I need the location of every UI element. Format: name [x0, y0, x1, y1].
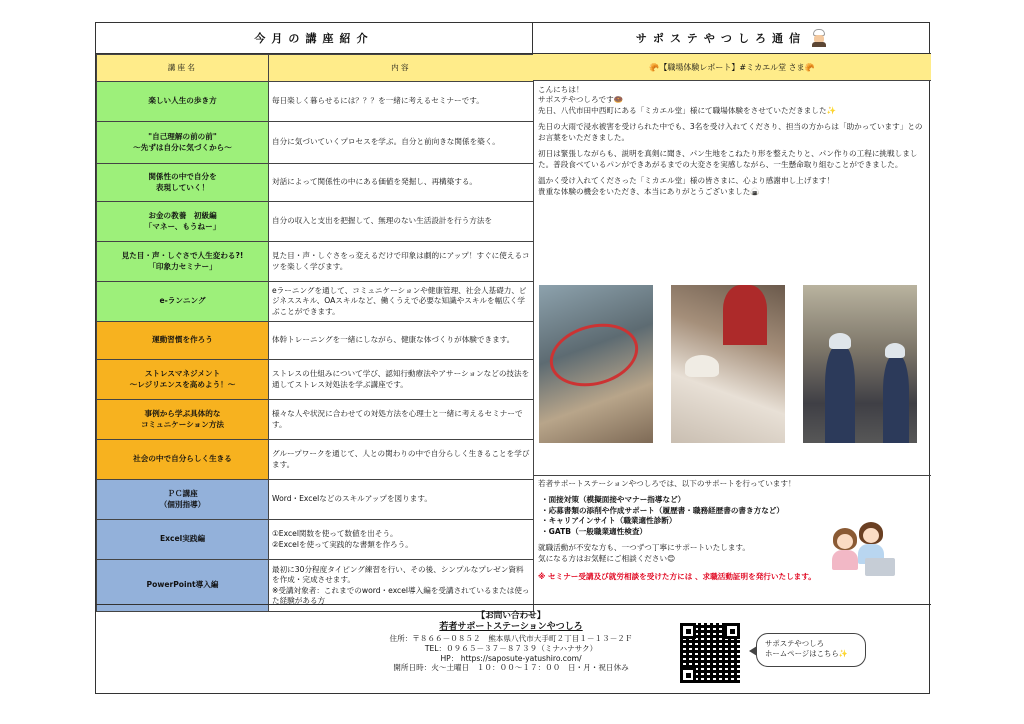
- course-row: [97, 164, 534, 202]
- support-section: [533, 476, 931, 604]
- course-name: PowerPoint導入編: [97, 560, 269, 612]
- photo-strip: [533, 256, 931, 476]
- report-paragraph: 先日の大雨で浸水被害を受けられた中でも、3名を受け入れてくださり、担当の方からは「助かっています」とのお言葉をいただきました。: [538, 122, 923, 142]
- course-description: 様々な人や状況に合わせての対処方法を心理士と一緒に考えるセミナーです。: [269, 400, 534, 440]
- course-name: e-ランニング: [97, 282, 269, 322]
- course-name: ストレスマネジメント ～レジリエンスを高めよう！～: [97, 360, 269, 400]
- bakery-storefront-photo: [539, 285, 653, 443]
- course-name: 運動習慣を作ろう: [97, 322, 269, 360]
- course-section-title: 今月の講座紹介: [254, 32, 374, 45]
- course-name: 社会の中で自分らしく生きる: [97, 440, 269, 480]
- course-table-body: [97, 82, 534, 612]
- course-row: [97, 400, 534, 440]
- opening-hours: 開所日時：火～土曜日 １０：００～１７：００ 日・月・祝日休み: [393, 663, 629, 673]
- report-paragraph: 温かく受け入れてくださった「ミカエル堂」様の皆さまに、心より感謝申し上げます！ 貴重な体験の機会をいただき、本当にありがとうございました🍙: [538, 176, 835, 196]
- chef-icon: [810, 29, 828, 47]
- bread-making-photo: [671, 285, 785, 443]
- course-name: 関係性の中で自分を 表現していく！: [97, 164, 269, 202]
- course-description: eラーニングを通して、コミュニケーションや健康管理、社会人基礎力、ビジネススキル、OAスキルなど、働くうえで必要な知識やスキルを幅広く学ぶことができます。: [269, 282, 534, 322]
- course-row: [97, 322, 534, 360]
- course-table: [96, 54, 534, 612]
- staff-figure: [831, 528, 859, 572]
- course-name: 事例から学ぶ具体的な コミュニケーション方法: [97, 400, 269, 440]
- course-description: 毎日楽しく暮らせるには？？？を一緒に考えるセミナーです。: [269, 82, 534, 122]
- contact-homepage[interactable]: HP： https://saposute-yatushiro.com/: [440, 653, 582, 663]
- course-description: ①Excel関数を使って数値を出そう。 ②Excelを使って実践的な書類を作ろう。: [269, 520, 534, 560]
- course-row: [97, 242, 534, 282]
- course-row: [97, 282, 534, 322]
- course-description: 自分に気づいていくプロセスを学ぶ。自分と前向きな関係を築く。: [269, 122, 534, 164]
- newsletter-panel: [533, 54, 931, 604]
- course-row: [97, 202, 534, 242]
- newsletter-frame: [95, 22, 930, 694]
- staff-illustration: [831, 528, 901, 578]
- report-paragraph: 初日は緊張しながらも、説明を真剣に聞き、パン生地をこねたり形を整えたりと、パン作りの工程に挑戦しました。普段食べているパンができあがるまでの大変さを実感しながら、一生懸命取り組むことができました。: [538, 149, 918, 169]
- support-item: ・応募書類の添削や作成サポート（履歴書・職務経歴書の書き方など）: [541, 505, 784, 515]
- homepage-qr-code[interactable]: [680, 623, 740, 683]
- course-row: [97, 360, 534, 400]
- contact-footer: [96, 604, 931, 695]
- course-row: [97, 440, 534, 480]
- course-row: [97, 122, 534, 164]
- worker-cap: [829, 333, 851, 349]
- course-description: 自分の収入と支出を把握して、無理のない生活設計を行う方法を: [269, 202, 534, 242]
- course-name-header: 講座名: [97, 55, 269, 82]
- course-description: Word・Excelなどのスキルアップを図ります。: [269, 480, 534, 520]
- contact-tel: TEL：０９６５－３７－８７３９（ミナハナサク）: [424, 643, 598, 653]
- course-name: ＰＣ講座 （個別指導）: [97, 480, 269, 520]
- contact-title: 【お問い合わせ】: [476, 611, 546, 621]
- course-name: 楽しい人生の歩き方: [97, 82, 269, 122]
- course-row: [97, 82, 534, 122]
- report-paragraph: こんにちは！ サポステやつしろです🍩 先日、八代市田中西町にある「ミカエル堂」様にて職場体験をさせていただきました✨: [538, 85, 837, 115]
- support-item: ・面接対策（模擬面接やマナー指導など）: [541, 495, 686, 505]
- support-closing: 就職活動が不安な方も、一つずつ丁寧にサポートいたします。 気になる方はお気軽にご相談ください😊: [538, 543, 751, 563]
- course-name: "自己理解の前の前" ～先ずは自分に気づくから～: [97, 122, 269, 164]
- course-row: [97, 520, 534, 560]
- course-description: グループワークを通じて、人との関わりの中で自分らしく生きることを学びます。: [269, 440, 534, 480]
- course-name: お金の教養 初級編 「マネー、もうねー」: [97, 202, 269, 242]
- report-body: [533, 81, 931, 207]
- support-item: ・GATB（一般職業適性検査）: [541, 526, 648, 536]
- report-title: 🥐【職場体験レポート】#ミカエル堂 さま🥐: [533, 54, 931, 81]
- worker-figure: [825, 345, 855, 443]
- laptop-icon: [865, 558, 895, 576]
- course-description: 体幹トレーニングを一緒にしながら、健康な体づくりが体験できます。: [269, 322, 534, 360]
- course-section-header: [96, 23, 533, 54]
- course-description: 見た目・声・しぐさをっ変えるだけで印象は劇的にアップ！すぐに使えるコツを楽しく学びます。: [269, 242, 534, 282]
- contact-address: 住所：〒８６６－０８５２ 熊本県八代市大手町２丁目１－１３－２Ｆ: [389, 633, 633, 643]
- support-intro: 若者サポートステーションやつしろでは、以下のサポートを行っています！: [538, 479, 796, 488]
- course-description: 最初に30分程度タイピング練習を行い、その後、シンプルなプレゼン資料を作成・完成させます。 ※受講対象者：これまでのword・excel導入編を受講されているまたは使った経験がある方: [269, 560, 534, 612]
- course-description: 対話によって関係性の中にある価値を発掘し、再構築する。: [269, 164, 534, 202]
- homepage-callout: サポステやつしろ ホームページはこちら✨: [756, 633, 866, 667]
- newsletter-section-title: サポステやつしろ通信: [635, 32, 807, 45]
- course-content-header: 内容: [269, 55, 534, 82]
- course-row: [97, 480, 534, 520]
- worker-figure: [723, 285, 767, 345]
- certificate-note: ※ セミナー受講及び就労相談を受けた方には 、求職活動証明を発行いたします。: [538, 572, 816, 582]
- worker-cap: [885, 343, 905, 358]
- support-item: ・キャリアインサイト（職業適性診断）: [541, 516, 677, 526]
- newsletter-section-header: [533, 23, 931, 54]
- contact-block: [346, 611, 676, 673]
- course-name: Excel実践編: [97, 520, 269, 560]
- bakery-kitchen-photo: [803, 285, 917, 443]
- course-name: 見た目・声・しぐさで人生変わる?! 「印象力セミナー」: [97, 242, 269, 282]
- course-description: ストレスの仕組みについて学び、認知行動療法やアサーションなどの技法を通してストレス対処法を学ぶ講座です。: [269, 360, 534, 400]
- organization-name: 若者サポートステーションやつしろ: [439, 622, 583, 633]
- bakery-sign: [543, 314, 645, 395]
- dough-bowl: [685, 355, 719, 377]
- worker-figure: [883, 355, 909, 443]
